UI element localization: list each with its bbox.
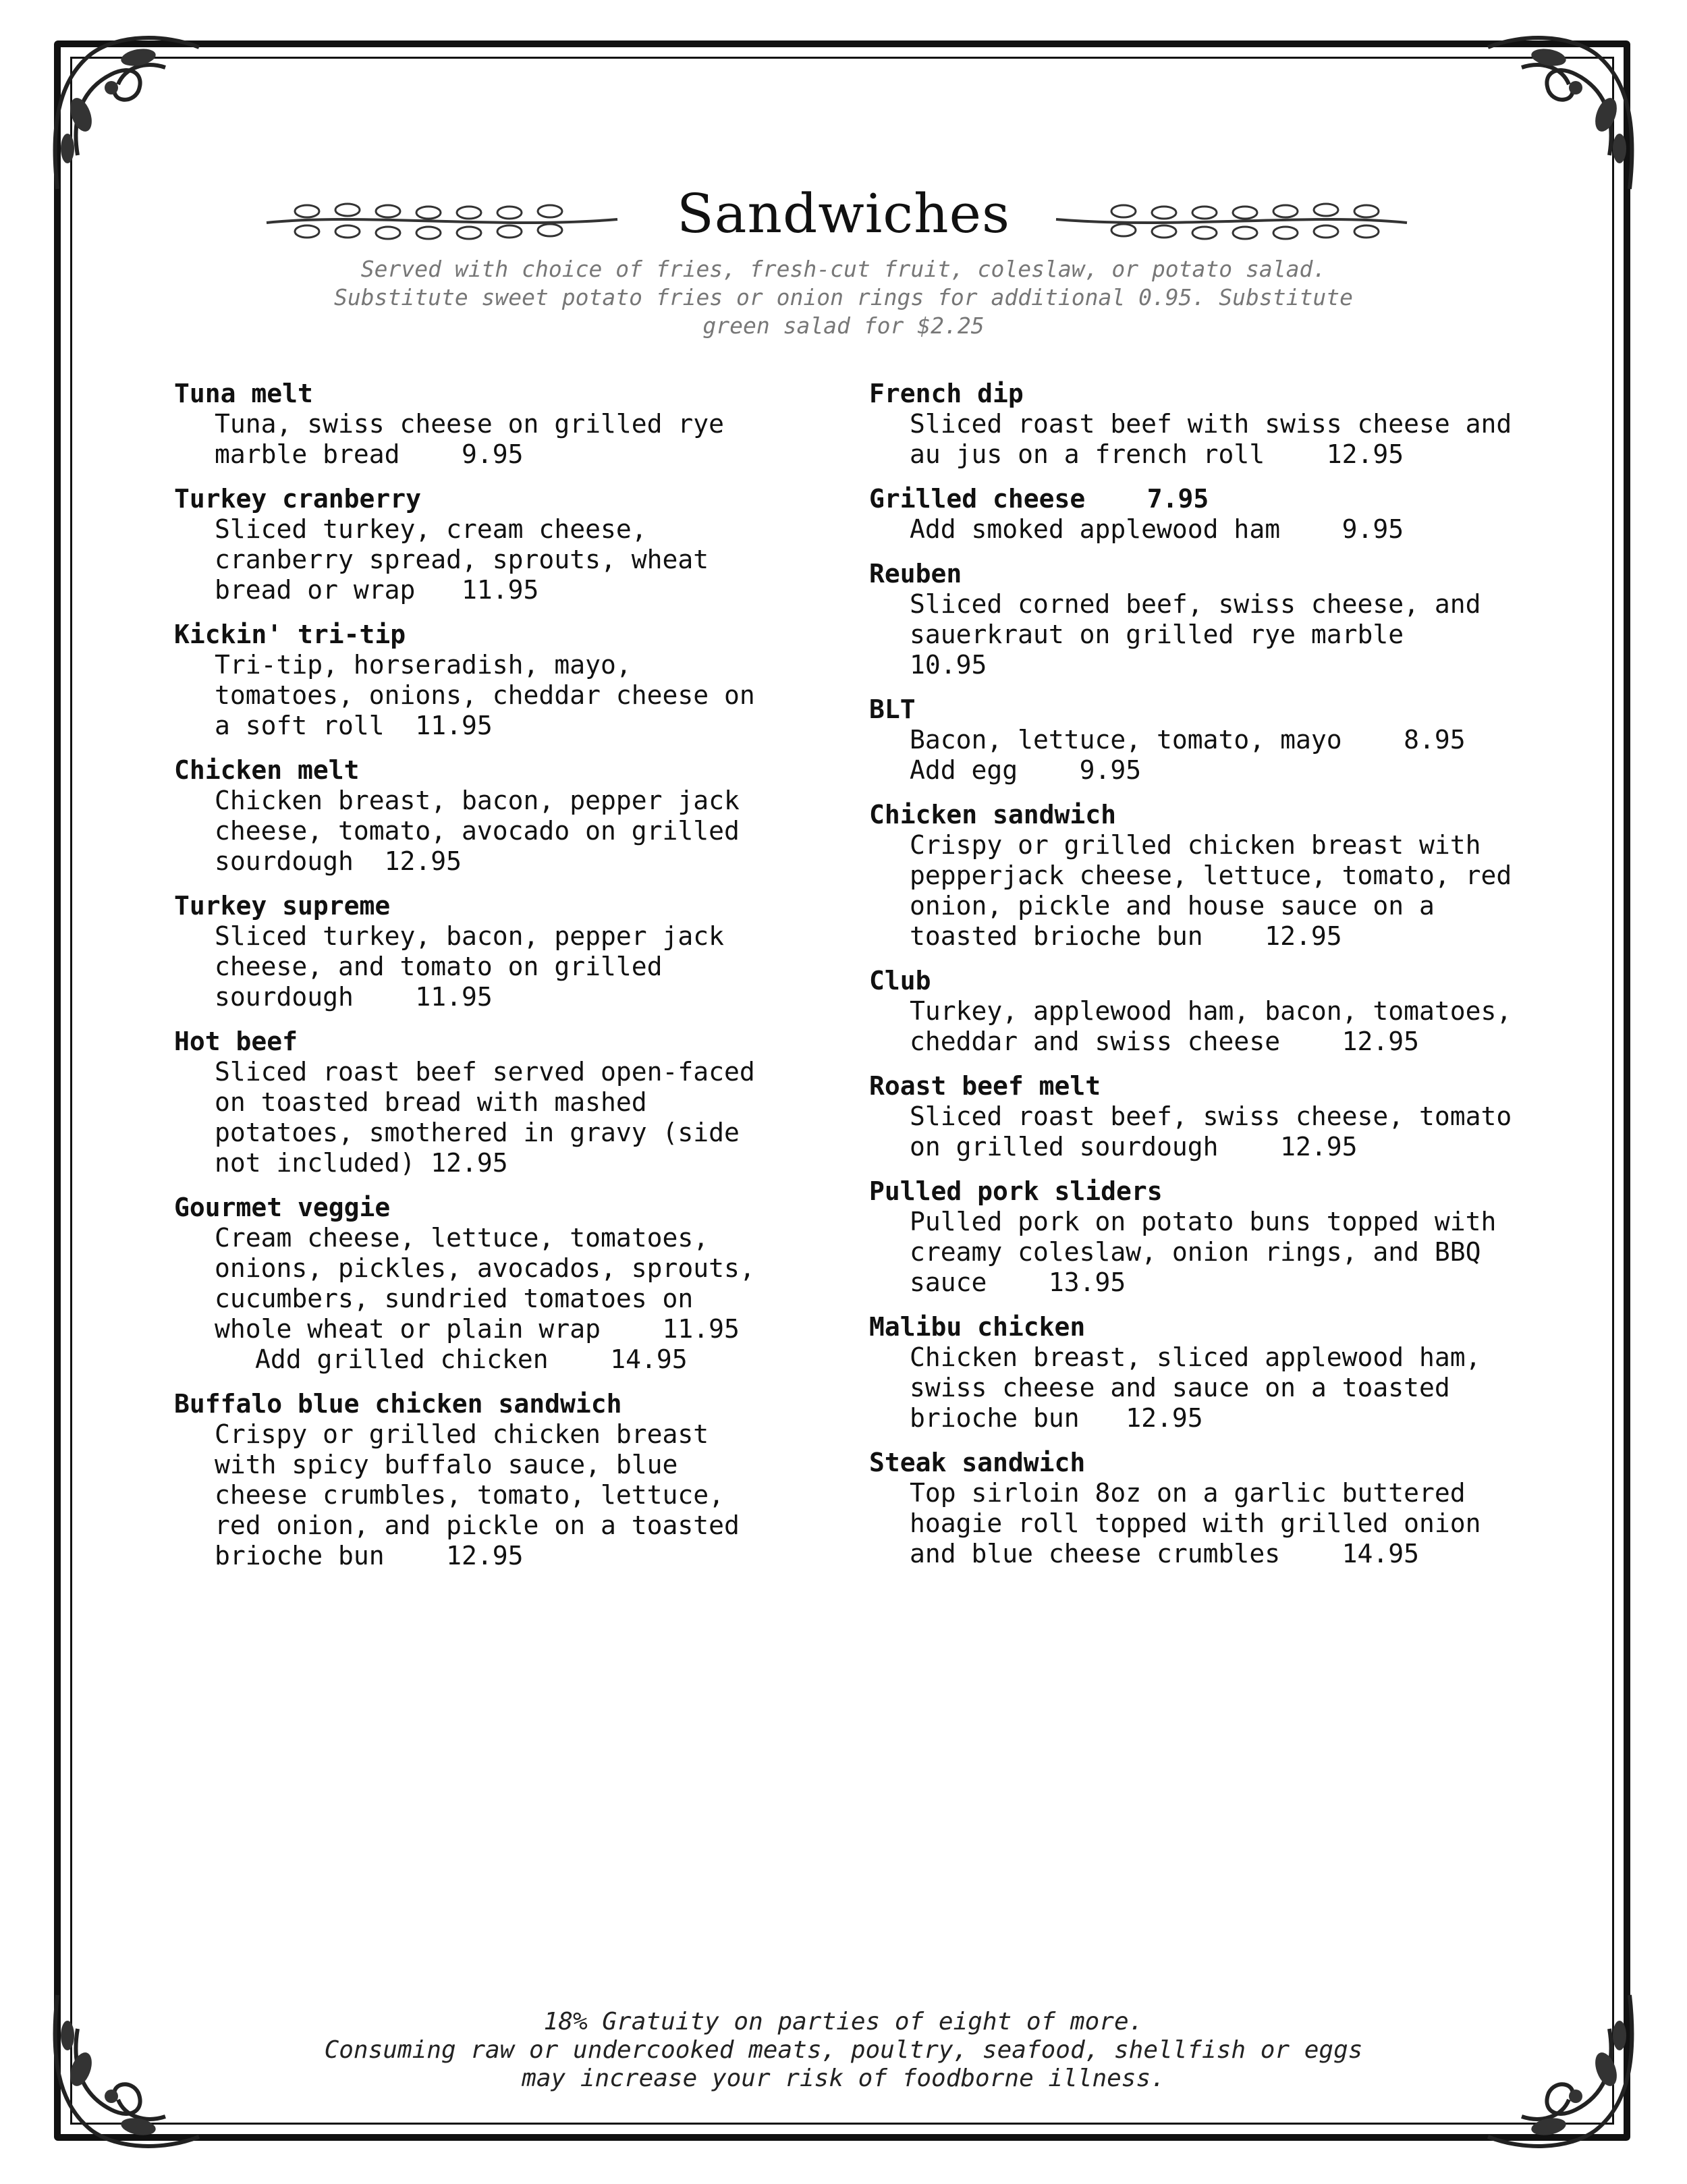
item-desc: on grilled sourdough 12.95 <box>910 1132 1358 1162</box>
item-desc: Top sirloin 8oz on a garlic buttered <box>910 1478 1466 1508</box>
footer-line: 18% Gratuity on parties of eight of more. <box>543 2008 1144 2036</box>
item-desc: Crispy or grilled chicken breast with <box>910 830 1481 860</box>
item-desc: cranberry spread, sprouts, wheat <box>215 545 709 574</box>
menu-item <box>869 1447 1481 1569</box>
item-desc: Add egg 9.95 <box>910 755 1142 785</box>
item-desc: Tuna, swiss cheese on grilled rye <box>215 409 724 439</box>
item-desc: Pulled pork on potato buns topped with <box>910 1207 1497 1236</box>
page-title: Sandwiches <box>676 182 1011 245</box>
menu-item <box>174 890 781 1012</box>
item-name: Grilled cheese 7.95 <box>869 484 1209 514</box>
item-name: Chicken melt <box>174 755 360 785</box>
item-name: Hot beef <box>174 1027 298 1056</box>
item-desc: Sliced roast beef served open-faced <box>215 1057 755 1087</box>
menu-column-left <box>174 378 781 1585</box>
menu-item <box>869 1070 1512 1162</box>
item-name: Malibu chicken <box>869 1312 1086 1342</box>
item-desc: with spicy buffalo sauce, blue <box>215 1450 678 1479</box>
item-name: Roast beef melt <box>869 1071 1101 1101</box>
item-name: Turkey supreme <box>174 891 391 921</box>
item-desc: Sliced turkey, bacon, pepper jack <box>215 921 724 951</box>
menu-item <box>869 483 1476 545</box>
footer-line: Consuming raw or undercooked meats, poultry, seafood, shellfish or eggs <box>324 2036 1363 2064</box>
item-desc: brioche bun 12.95 <box>910 1403 1203 1433</box>
item-desc: cucumbers, sundried tomatoes on <box>215 1284 694 1313</box>
item-desc: tomatoes, onions, cheddar cheese on <box>215 680 755 710</box>
item-desc: Chicken breast, sliced applewood ham, <box>910 1342 1481 1372</box>
item-desc: hoagie roll topped with grilled onion <box>910 1508 1481 1538</box>
item-desc: Sliced roast beef, swiss cheese, tomato <box>910 1101 1512 1131</box>
item-desc: cheese, tomato, avocado on grilled <box>215 816 740 846</box>
item-desc: Sliced roast beef with swiss cheese and <box>910 409 1512 439</box>
item-name: Buffalo blue chicken sandwich <box>174 1389 622 1419</box>
item-desc: sauce 13.95 <box>910 1267 1126 1297</box>
menu-item <box>869 1311 1481 1434</box>
item-name: Kickin' tri-tip <box>174 620 406 649</box>
item-desc: cheese, and tomato on grilled <box>215 952 663 981</box>
menu-item <box>869 965 1512 1057</box>
item-desc: potatoes, smothered in gravy (side <box>215 1118 740 1147</box>
item-name: Chicken sandwich <box>869 800 1117 829</box>
menu-item <box>174 1192 781 1375</box>
item-desc: a soft roll 11.95 <box>215 711 493 740</box>
item-desc: bread or wrap 11.95 <box>215 575 539 605</box>
item-desc: cheddar and swiss cheese 12.95 <box>910 1027 1419 1056</box>
item-desc: not included) 12.95 <box>215 1148 508 1178</box>
item-desc: Turkey, applewood ham, bacon, tomatoes, <box>910 996 1512 1026</box>
item-desc: Sliced corned beef, swiss cheese, and <box>910 589 1481 619</box>
scroll-ornament-icon <box>1481 20 1657 196</box>
item-desc: sourdough 12.95 <box>215 846 462 876</box>
item-desc: brioche bun 12.95 <box>215 1541 524 1571</box>
menu-item <box>174 755 781 877</box>
item-name: Turkey cranberry <box>174 484 422 514</box>
scroll-ornament-icon <box>30 20 206 196</box>
item-desc: 10.95 <box>910 650 987 680</box>
menu-item <box>869 1176 1497 1298</box>
item-desc: Add smoked applewood ham 9.95 <box>910 514 1404 544</box>
item-desc: toasted brioche bun 12.95 <box>910 921 1342 951</box>
footer-notice <box>0 2008 1687 2093</box>
menu-item <box>869 694 1476 786</box>
menu-item <box>869 799 1512 952</box>
item-name: BLT <box>869 694 916 724</box>
menu-item <box>174 1026 781 1178</box>
item-name: Club <box>869 966 931 995</box>
menu-item <box>869 378 1512 470</box>
item-desc: and blue cheese crumbles 14.95 <box>910 1539 1419 1568</box>
menu-column-right <box>869 378 1512 1583</box>
menu-item <box>174 378 781 470</box>
item-desc: Tri-tip, horseradish, mayo, <box>215 650 632 680</box>
item-desc: onion, pickle and house sauce on a <box>910 891 1435 921</box>
item-desc: sauerkraut on grilled rye marble <box>910 620 1404 649</box>
item-desc: Cream cheese, lettuce, tomatoes, <box>215 1223 709 1253</box>
item-desc: marble bread 9.95 <box>215 439 524 469</box>
item-desc: sourdough 11.95 <box>215 982 493 1012</box>
item-name: Tuna melt <box>174 379 313 408</box>
item-desc: cheese crumbles, tomato, lettuce, <box>215 1480 724 1510</box>
item-desc: swiss cheese and sauce on a toasted <box>910 1373 1450 1402</box>
item-addon: Add grilled chicken 14.95 <box>255 1344 688 1374</box>
menu-item <box>869 558 1481 680</box>
item-desc: au jus on a french roll 12.95 <box>910 439 1404 469</box>
subtitle <box>331 255 1356 340</box>
subtitle-line: green salad for $2.25 <box>702 312 985 339</box>
item-name: Gourmet veggie <box>174 1193 391 1222</box>
menu-item <box>174 619 781 741</box>
menu-item <box>174 483 781 605</box>
item-desc: red onion, and pickle on a toasted <box>215 1510 740 1540</box>
item-name: Pulled pork sliders <box>869 1176 1163 1206</box>
subtitle-line: Served with choice of fries, fresh-cut fruit, coleslaw, or potato salad. <box>360 256 1327 282</box>
item-desc: Bacon, lettuce, tomato, mayo 8.95 <box>910 725 1466 755</box>
item-desc: Crispy or grilled chicken breast <box>215 1419 709 1449</box>
subtitle-line: Substitute sweet potato fries or onion rings for additional 0.95. Substitute <box>334 284 1353 310</box>
menu-item <box>174 1388 781 1571</box>
item-desc: Chicken breast, bacon, pepper jack <box>215 786 740 815</box>
item-desc: creamy coleslaw, onion rings, and BBQ <box>910 1237 1481 1267</box>
item-desc: pepperjack cheese, lettuce, tomato, red <box>910 861 1512 890</box>
item-name: French dip <box>869 379 1024 408</box>
footer-line: may increase your risk of foodborne illness. <box>522 2065 1165 2092</box>
item-name: Reuben <box>869 559 962 589</box>
item-name: Steak sandwich <box>869 1448 1086 1477</box>
item-desc: on toasted bread with mashed <box>215 1087 647 1117</box>
item-desc: Sliced turkey, cream cheese, <box>215 514 647 544</box>
item-desc: onions, pickles, avocados, sprouts, <box>215 1253 755 1283</box>
item-desc: whole wheat or plain wrap 11.95 <box>215 1314 740 1344</box>
